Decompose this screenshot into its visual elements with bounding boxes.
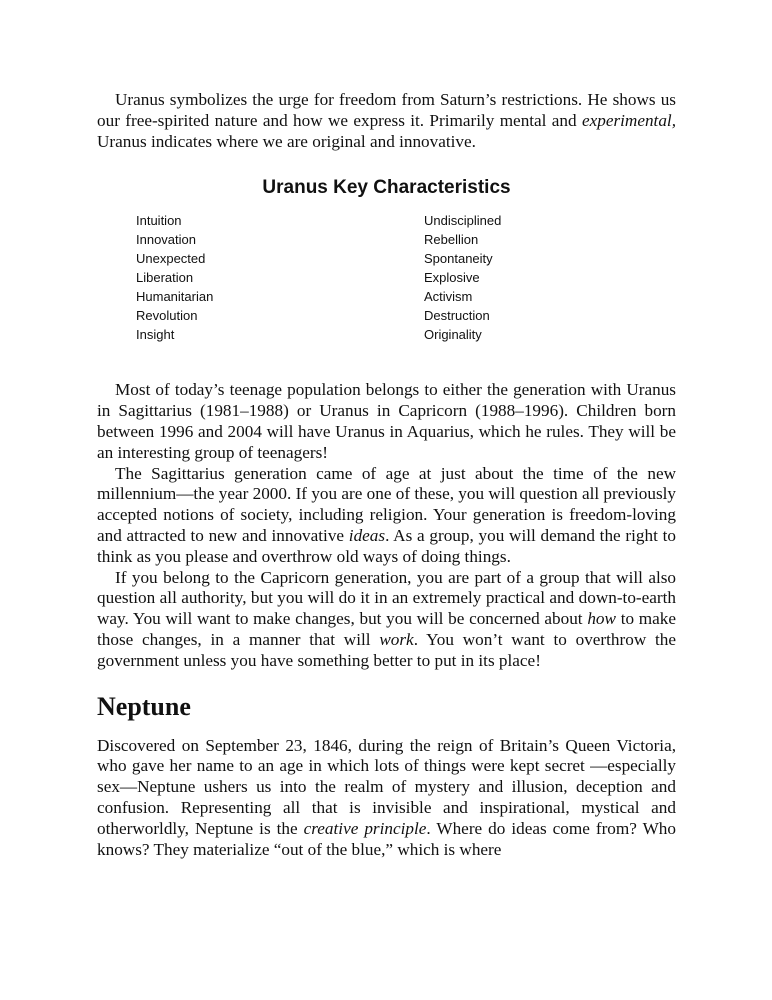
neptune-italic: creative principle [303,818,427,838]
gen-p3-text-b: to make those changes, in a manner that will [97,609,676,649]
neptune-paragraph [97,736,676,861]
key-left-column [136,211,424,344]
key-item: Liberation [136,270,194,286]
key-item: Intuition [136,213,182,229]
gen-p2-text-a: The Sagittarius generation came of age at just about the time of the new millennium—the year 2000. If you are one of these, you will question all previously accepted notions of society, including religion. Your generation is freedom-loving and attracted to new and innovative [97,463,676,545]
gen-p3-italic-2: work [379,629,414,649]
key-item: Activism [424,289,473,305]
intro-text-1: Uranus symbolizes the urge for freedom from Saturn’s restrictions. He shows us our free-spirited nature and how we express it. Primarily mental and [97,90,676,130]
key-item: Unexpected [136,251,206,267]
key-item: Originality [424,327,482,343]
key-item: Revolution [136,308,198,324]
key-item: Rebellion [424,232,479,248]
neptune-heading: Neptune [97,691,191,721]
intro-text-2: Uranus indicates where we are original and innovative. [97,131,476,151]
key-item: Humanitarian [136,289,214,305]
page-content [97,90,676,860]
generations-paragraph-3 [97,568,676,672]
key-item: Explosive [424,270,480,286]
neptune-text-b: . Where do ideas come from? Who knows? They materialize “out of the blue,” which is where [97,818,676,859]
key-item: Innovation [136,232,196,248]
key-item: Insight [136,327,175,343]
intro-italic: experimental, [581,110,676,130]
intro-paragraph [97,90,676,152]
gen-p3-text-a: If you belong to the Capricorn generation, you are part of a group that will also question all authority, but you will do it in an extremely practical and down-to-earth way. You will want to make changes, but you will be concerned about [97,567,676,629]
neptune-text-a: Discovered on September 23, 1846, during the reign of Britain’s Queen Victoria, who gave her name to an age in which lots of things were kept secret —especially sex—Neptune ushers us into the realm of mystery and illusion, deception and confusion. Representing all that is invisible and inspirational, mystical and otherworldly, Neptune is the [97,735,676,838]
generations-paragraph-2 [97,464,676,568]
gen-p3-italic-1: how [587,609,616,629]
key-characteristics-table [136,211,676,344]
key-item: Destruction [424,308,490,324]
gen-p2-text-b: . As a group, you will demand the right to think as you please and overthrow old ways of doing things. [97,525,676,566]
key-right-column [424,211,624,344]
gen-p3-text-c: . You won’t want to overthrow the government unless you have something better to put in its place! [97,629,676,670]
key-item: Spontaneity [424,251,493,267]
spacer [97,344,676,380]
generations-paragraph-1: Most of today’s teenage population belongs to either the generation with Uranus in Sagittarius (1981–1988) or Uranus in Capricorn (1988–1996). Children born between 1996 and 2004 will have Uranus in Aquarius, which he rules. They will be an interesting group of teenagers! [97,380,676,462]
gen-p2-italic: ideas [348,525,386,545]
key-item: Undisciplined [424,213,502,229]
key-characteristics-title: Uranus Key Characteristics [262,177,511,199]
